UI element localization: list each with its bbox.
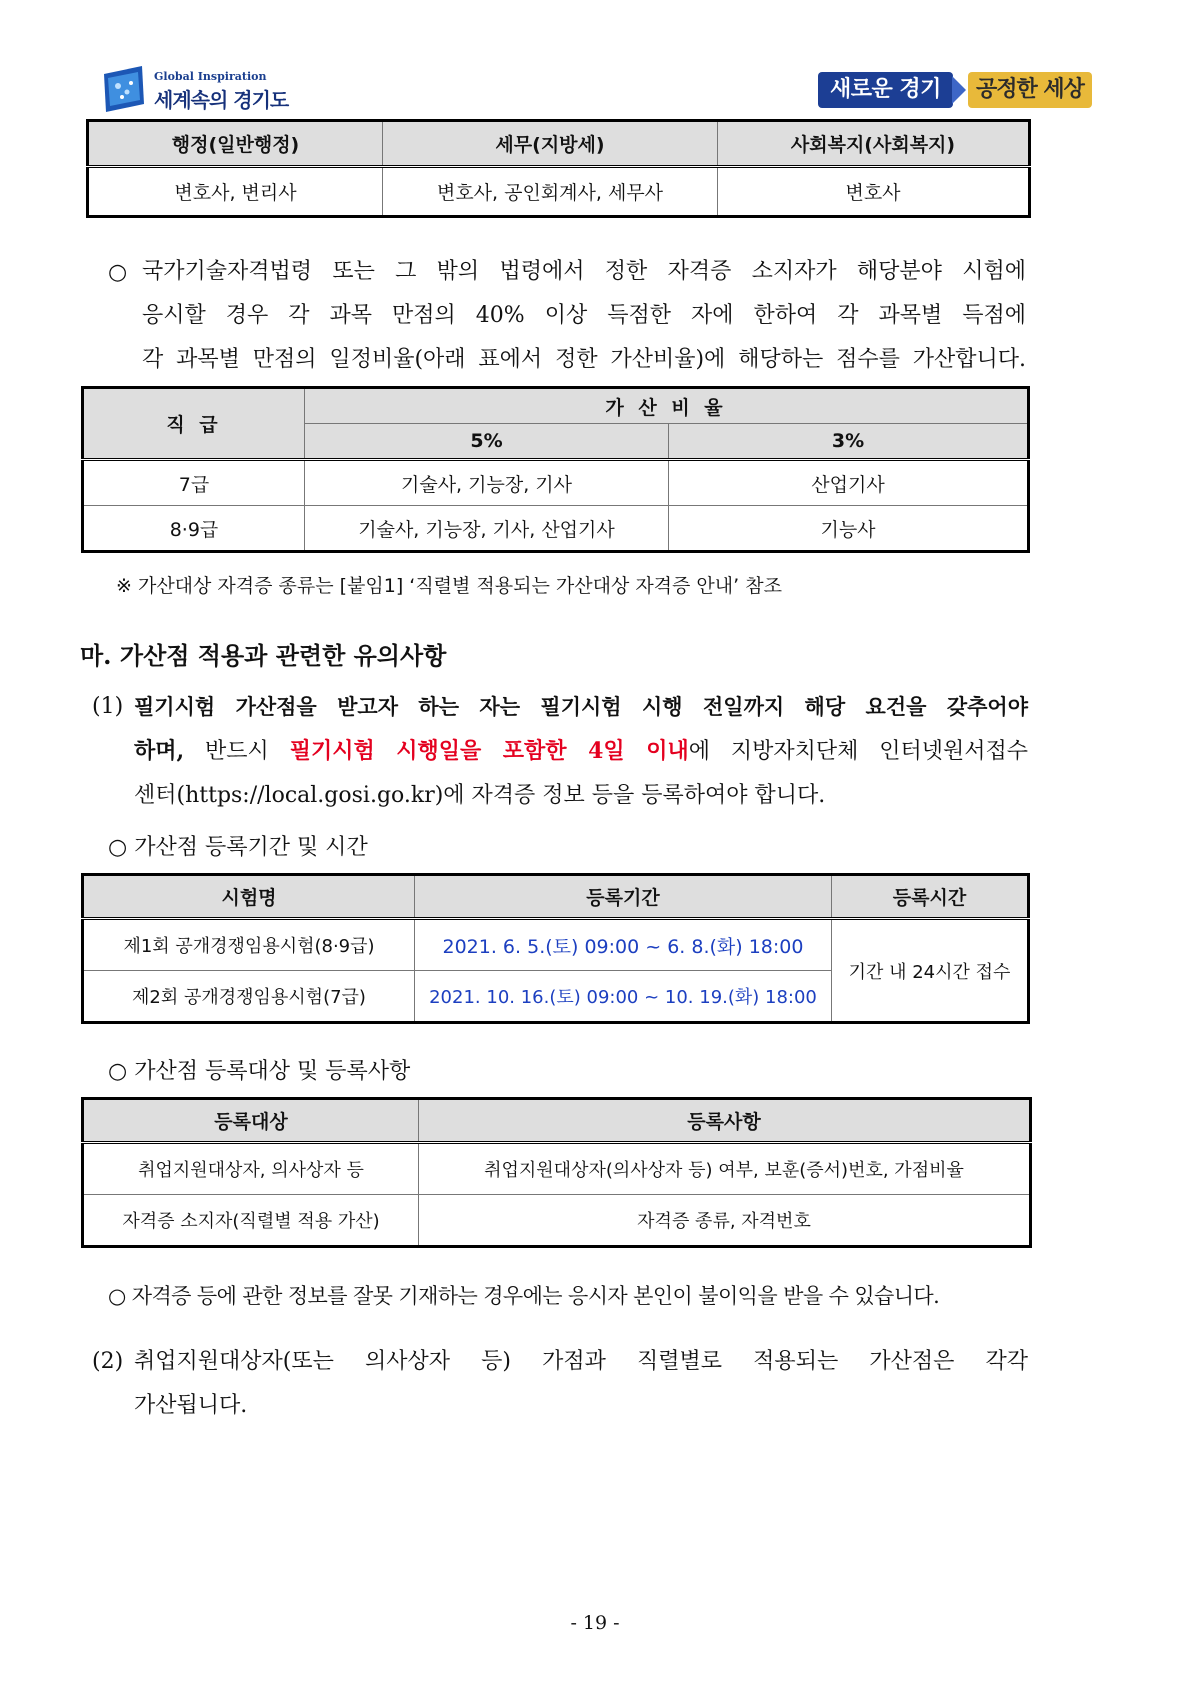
paragraph-line: 응시할 경우 각 과목 만점의 40% 이상 득점한 자에 한하여 각 과목별 득점에 — [142, 303, 1026, 328]
bullet-icon: ○ — [108, 260, 128, 285]
section-title: 마. 가산점 적용과 관련한 유의사항 — [80, 641, 447, 670]
gyeonggi-logo — [100, 60, 290, 120]
exam-name-cell: 제2회 공개경쟁임용시험(7급) — [83, 971, 415, 1023]
rate-5-header: 5% — [305, 424, 669, 460]
registration-paragraph — [134, 685, 1028, 818]
table-header: 행정(일반행정) — [88, 121, 383, 167]
items-cell: 자격증 종류, 자격번호 — [419, 1195, 1031, 1247]
table-header: 등록시간 — [832, 875, 1029, 919]
table-header: 등록사항 — [419, 1099, 1031, 1143]
paragraph-line: 각 과목별 만점의 일정비율(아래 표에서 정한 가산비율)에 해당하는 점수를 가산합니다. — [142, 347, 1026, 372]
warning-note: ○ 자격증 등에 관한 정보를 잘못 기재하는 경우에는 응시자 본인이 불이익을 받을 수 있습니다. — [108, 1284, 940, 1308]
rate-header: 가 산 비 율 — [305, 388, 1029, 424]
period-cell: 2021. 6. 5.(토) 09:00 ~ 6. 8.(화) 18:00 — [415, 919, 832, 971]
items-cell: 취업지원대상자(의사상자 등) 여부, 보훈(증서)번호, 가점비율 — [419, 1143, 1031, 1195]
table-cell: 산업기사 — [669, 460, 1029, 506]
table-cell: 변호사, 변리사 — [88, 167, 383, 217]
table-header: 세무(지방세) — [383, 121, 718, 167]
period-cell: 2021. 10. 16.(토) 09:00 ~ 10. 19.(화) 18:00 — [415, 971, 832, 1023]
table-cell: 기능사 — [669, 506, 1029, 552]
slogan-part2: 공정한 세상 — [968, 72, 1092, 108]
bold-text: 하며, — [134, 738, 185, 764]
table-header: 사회복지(사회복지) — [718, 121, 1030, 167]
table-header: 시험명 — [83, 875, 415, 919]
bonus-rate-table — [81, 386, 1030, 553]
table-cell: 기술사, 기능장, 기사, 산업기사 — [305, 506, 669, 552]
table-cell: 기술사, 기능장, 기사 — [305, 460, 669, 506]
paragraph-line: 취업지원대상자(또는 의사상자 등) 가점과 직렬별로 적용되는 가산점은 각각 — [134, 1349, 1028, 1374]
plain-text: 에 지방자치단체 인터넷원서접수 — [688, 739, 1028, 764]
item-number: (2) — [92, 1349, 124, 1374]
target-cell: 자격증 소지자(직렬별 적용 가산) — [83, 1195, 419, 1247]
paragraph-line: 필기시험 가산점을 받고자 하는 자는 필기시험 시행 전일까지 해당 요건을 갖추어야 — [134, 694, 1028, 719]
logo-title: 세계속의 경기도 — [154, 88, 289, 112]
bonus-combination-paragraph — [134, 1340, 1028, 1428]
slogan-logo — [818, 72, 1098, 112]
table-header: 등록기간 — [415, 875, 832, 919]
deadline-highlight: 필기시험 시행일을 포함한 4일 이내 — [289, 738, 689, 764]
sub-heading: ○ 가산점 등록기간 및 시간 — [108, 835, 368, 860]
bonus-rule-paragraph — [142, 250, 1026, 382]
time-cell: 기간 내 24시간 접수 — [832, 919, 1029, 1023]
grade-cell: 7급 — [83, 460, 305, 506]
paragraph-line — [134, 729, 1028, 774]
qualification-table — [86, 119, 1031, 218]
rate-3-header: 3% — [669, 424, 1029, 460]
registration-items-table — [81, 1097, 1032, 1248]
plain-text: 반드시 — [184, 739, 290, 764]
grade-cell: 8·9급 — [83, 506, 305, 552]
reference-note: ※ 가산대상 자격증 종류는 [붙임1] ‘직렬별 적용되는 가산대상 자격증 안내’ 참조 — [116, 575, 782, 597]
table-cell: 변호사 — [718, 167, 1030, 217]
slogan-arrow-icon — [952, 76, 966, 104]
logo-tagline: Global Inspiration — [154, 70, 267, 83]
gyeonggi-emblem-icon — [100, 64, 146, 114]
table-cell: 변호사, 공인회계사, 세무사 — [383, 167, 718, 217]
page-number: - 19 - — [570, 1612, 620, 1634]
item-number: (1) — [92, 694, 124, 719]
sub-heading: ○ 가산점 등록대상 및 등록사항 — [108, 1059, 411, 1084]
paragraph-line: 센터(https://local.gosi.go.kr)에 자격증 정보 등을 등록하여야 합니다. — [134, 783, 826, 808]
target-cell: 취업지원대상자, 의사상자 등 — [83, 1143, 419, 1195]
registration-period-table — [81, 873, 1030, 1024]
slogan-part1: 새로운 경기 — [818, 72, 953, 108]
paragraph-line: 국가기술자격법령 또는 그 밖의 법령에서 정한 자격증 소지자가 해당분야 시험에 — [142, 259, 1026, 284]
exam-name-cell: 제1회 공개경쟁임용시험(8·9급) — [83, 919, 415, 971]
table-header: 등록대상 — [83, 1099, 419, 1143]
grade-header: 직 급 — [83, 388, 305, 460]
paragraph-line: 가산됩니다. — [134, 1393, 248, 1418]
